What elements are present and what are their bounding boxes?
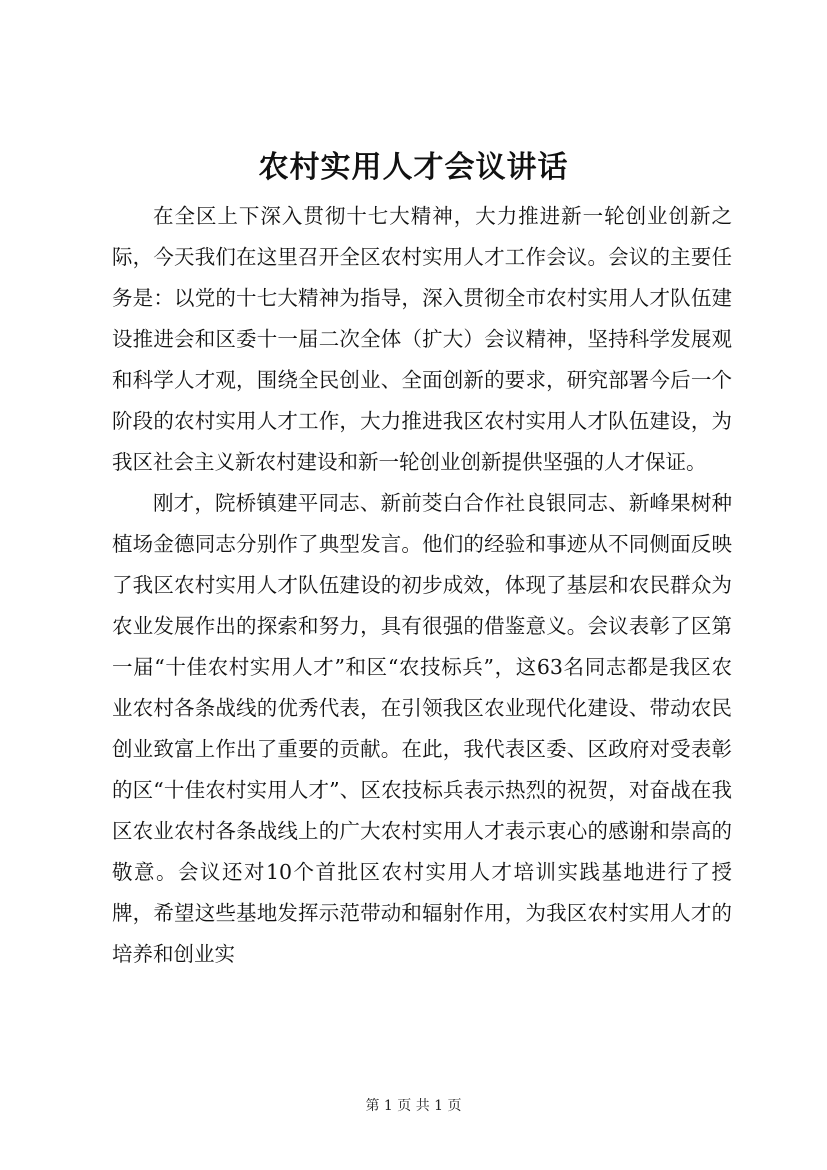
page-footer: 第 1 页 共 1 页 bbox=[365, 1098, 462, 1114]
paragraph-2: 刚才，院桥镇建平同志、新前茭白合作社良银同志、新峰果树种植场金德同志分别作了典型发言。他们的经验和事迹从不同侧面反映了我区农村实用人才队伍建设的初步成效，体现了基层和农民群众为农业发展作出的探索和努力，具有很强的借鉴意义。会议表彰了区第一届“十佳农村实用人才”和区“农技标兵”，这63名同志都是我区农业农村各条战线的优秀代表，在引领我区农业现代化建设、带动农民创业致富上作出了重要的贡献。在此，我代表区委、区政府对受表彰的区“十佳农村实用人才”、区农技标兵表示热烈的祝贺，对奋战在我区农业农村各条战线上的广大农村实用人才表示衷心的感谢和崇高的敬意。会议还对10个首批区农村实用人才培训实践基地进行了授牌，希望这些基地发挥示范带动和辐射作用，为我区农村实用人才的培养和创业实 bbox=[112, 491, 732, 966]
document-body bbox=[112, 196, 732, 975]
document-title: 农村实用人才会议讲话 bbox=[258, 150, 569, 185]
paragraph-1: 在全区上下深入贯彻十七大精神，大力推进新一轮创业创新之际，今天我们在这里召开全区农村实用人才工作会议。会议的主要任务是：以党的十七大精神为指导，深入贯彻全市农村实用人才队伍建设推进会和区委十一届二次全体（扩大）会议精神，坚持科学发展观和科学人才观，围绕全民创业、全面创新的要求，研究部署今后一个阶段的农村实用人才工作，大力推进我区农村实用人才队伍建设，为我区社会主义新农村建设和新一轮创业创新提供坚强的人才保证。 bbox=[112, 204, 732, 474]
